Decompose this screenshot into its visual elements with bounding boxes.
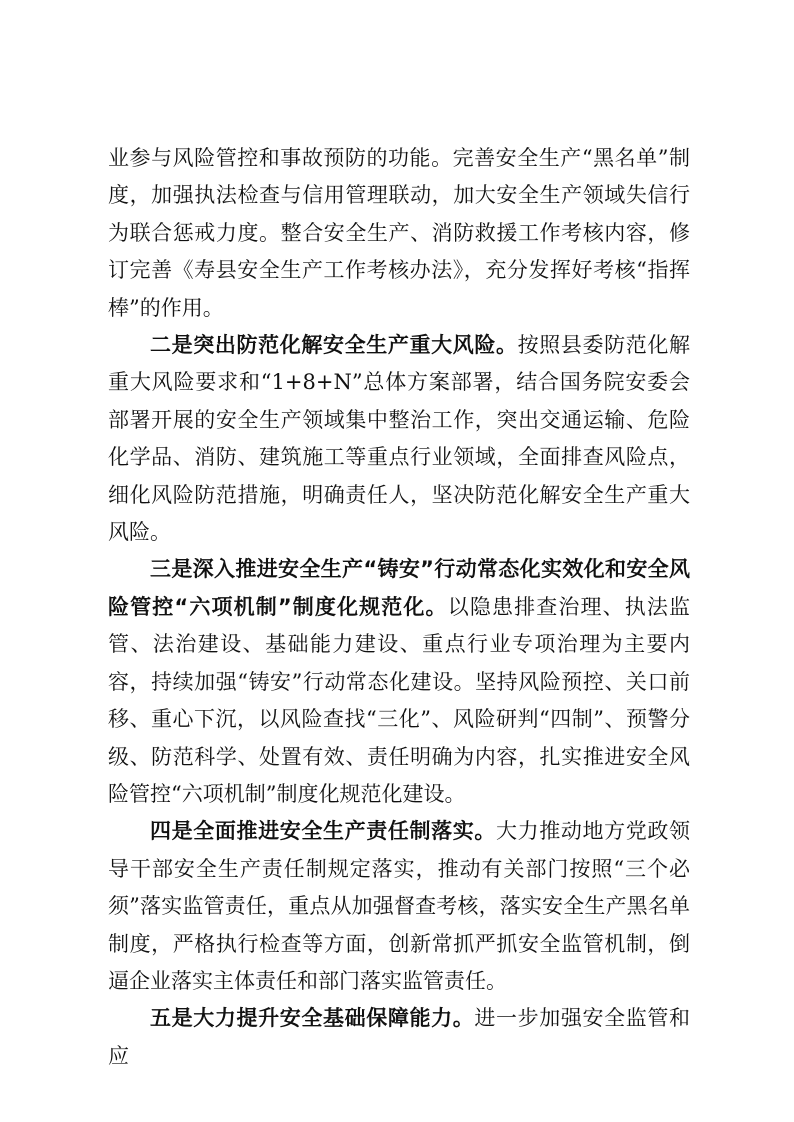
paragraph-continuation (108, 140, 690, 327)
paragraph-heading: 二是突出防范化解安全生产重大风险。 (150, 333, 518, 358)
paragraph-text: 大力推动地方党政领导干部安全生产责任制规定落实，推动有关部门按照“三个必须”落实监管责任，重点从加强督查考核，落实安全生产黑名单制度，严格执行检查等方面，创新常抓严抓安全监管机制，倒逼企业落实主体责任和部门落实监管责任。 (108, 819, 690, 993)
paragraph-heading: 四是全面推进安全生产责任制落实。 (150, 819, 496, 844)
paragraph-foundation (108, 1000, 690, 1075)
paragraph-text: 按照县委防范化解重大风险要求和“1+8+N”总体方案部署，结合国务院安委会部署开展的安全生产领域集中整治工作，突出交通运输、危险化学品、消防、建筑施工等重点行业领域，全面排查风险点，细化风险防范措施，明确责任人，坚决防范化解安全生产重大风险。 (108, 333, 690, 545)
paragraph-responsibility (108, 813, 690, 1000)
paragraph-text: 以隐患排查治理、执法监管、法治建设、基础能力建设、重点行业专项治理为主要内容，持续加强“铸安”行动常态化建设。坚持风险预控、关口前移、重心下沉，以风险查找“三化”、风险研判“四制”、预警分级、防范科学、处置有效、责任明确为内容，扎实推进安全风险管控“六项机制”制度化规范化建设。 (108, 594, 691, 806)
paragraph-heading: 五是大力提升安全基础保障能力。 (150, 1006, 475, 1031)
paragraph-zhuan-action (108, 551, 690, 813)
paragraph-heading: 三是深入推进安全生产“铸安”行动常态化实效化和安全风险管控“六项机制”制度化规范化。 (108, 557, 690, 619)
document-page (108, 140, 690, 1075)
paragraph-text: 业参与风险管控和事故预防的功能。完善安全生产“黑名单”制度，加强执法检查与信用管理联动，加大安全生产领域失信行为联合惩戒力度。整合安全生产、消防救援工作考核内容，修订完善《寿县安全生产工作考核办法》，充分发挥好考核“指挥棒”的作用。 (108, 146, 690, 320)
paragraph-risk-prevention (108, 327, 690, 551)
paragraph-text: 进一步加强安全监管和应 (108, 1006, 690, 1068)
